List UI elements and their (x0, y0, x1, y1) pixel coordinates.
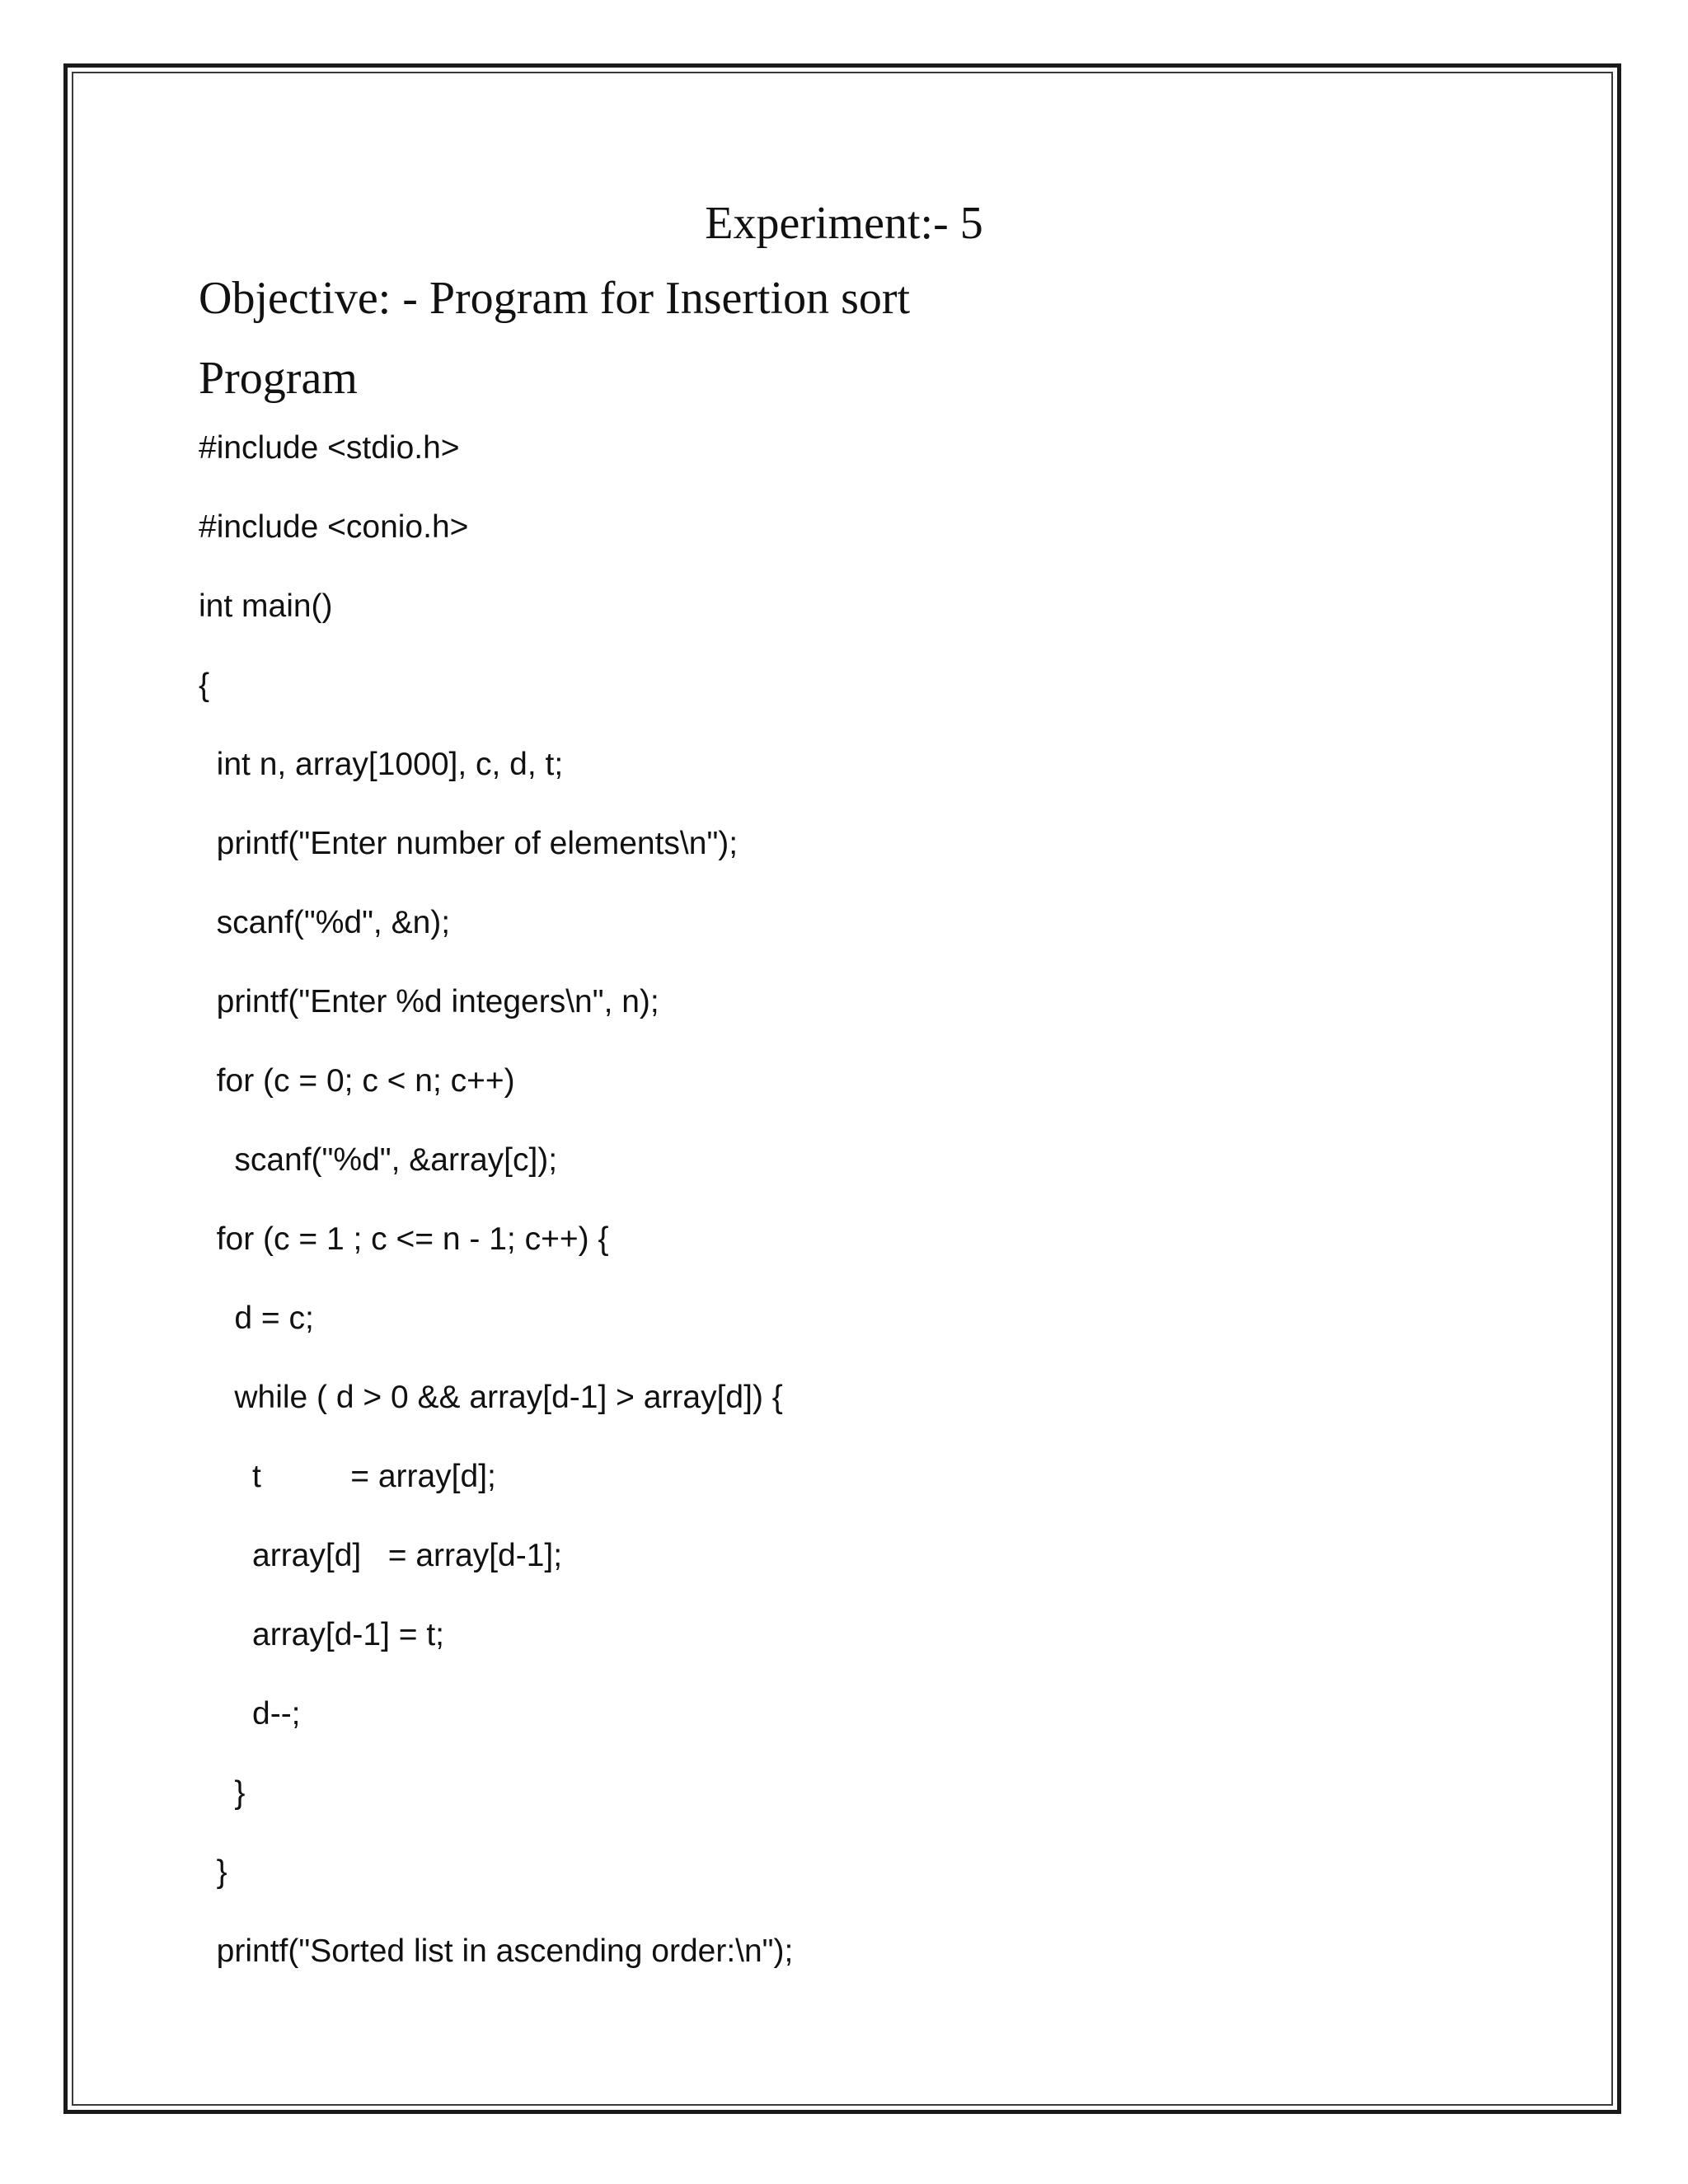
code-line: while ( d > 0 && array[d-1] > array[d]) { (199, 1380, 783, 1415)
code-line: } (199, 1854, 227, 1890)
code-line: int n, array[1000], c, d, t; (199, 747, 564, 782)
code-line: #include <conio.h> (199, 509, 469, 545)
code-line: array[d-1] = t; (199, 1617, 445, 1652)
experiment-heading: Experiment:- 5 (705, 198, 983, 249)
code-line: for (c = 0; c < n; c++) (199, 1063, 515, 1099)
code-line: scanf("%d", &n); (199, 905, 451, 940)
code-line: scanf("%d", &array[c]); (199, 1142, 558, 1178)
code-line: printf("Enter number of elements\n"); (199, 826, 738, 861)
code-line: d--; (199, 1696, 301, 1732)
objective-line: Objective: - Program for Insertion sort (199, 273, 911, 324)
code-line: } (199, 1775, 246, 1811)
code-line: #include <stdio.h> (199, 430, 460, 466)
code-line: int main() (199, 588, 333, 624)
code-line: { (199, 668, 210, 703)
code-line: d = c; (199, 1301, 314, 1336)
code-line: t = array[d]; (199, 1459, 496, 1494)
code-line: printf("Enter %d integers\n", n); (199, 984, 659, 1019)
code-line: array[d] = array[d-1]; (199, 1538, 563, 1573)
program-label: Program (199, 353, 358, 404)
code-listing (199, 425, 793, 2008)
code-line: for (c = 1 ; c <= n - 1; c++) { (199, 1221, 609, 1257)
code-line: printf("Sorted list in ascending order:\n"); (199, 1933, 794, 1969)
